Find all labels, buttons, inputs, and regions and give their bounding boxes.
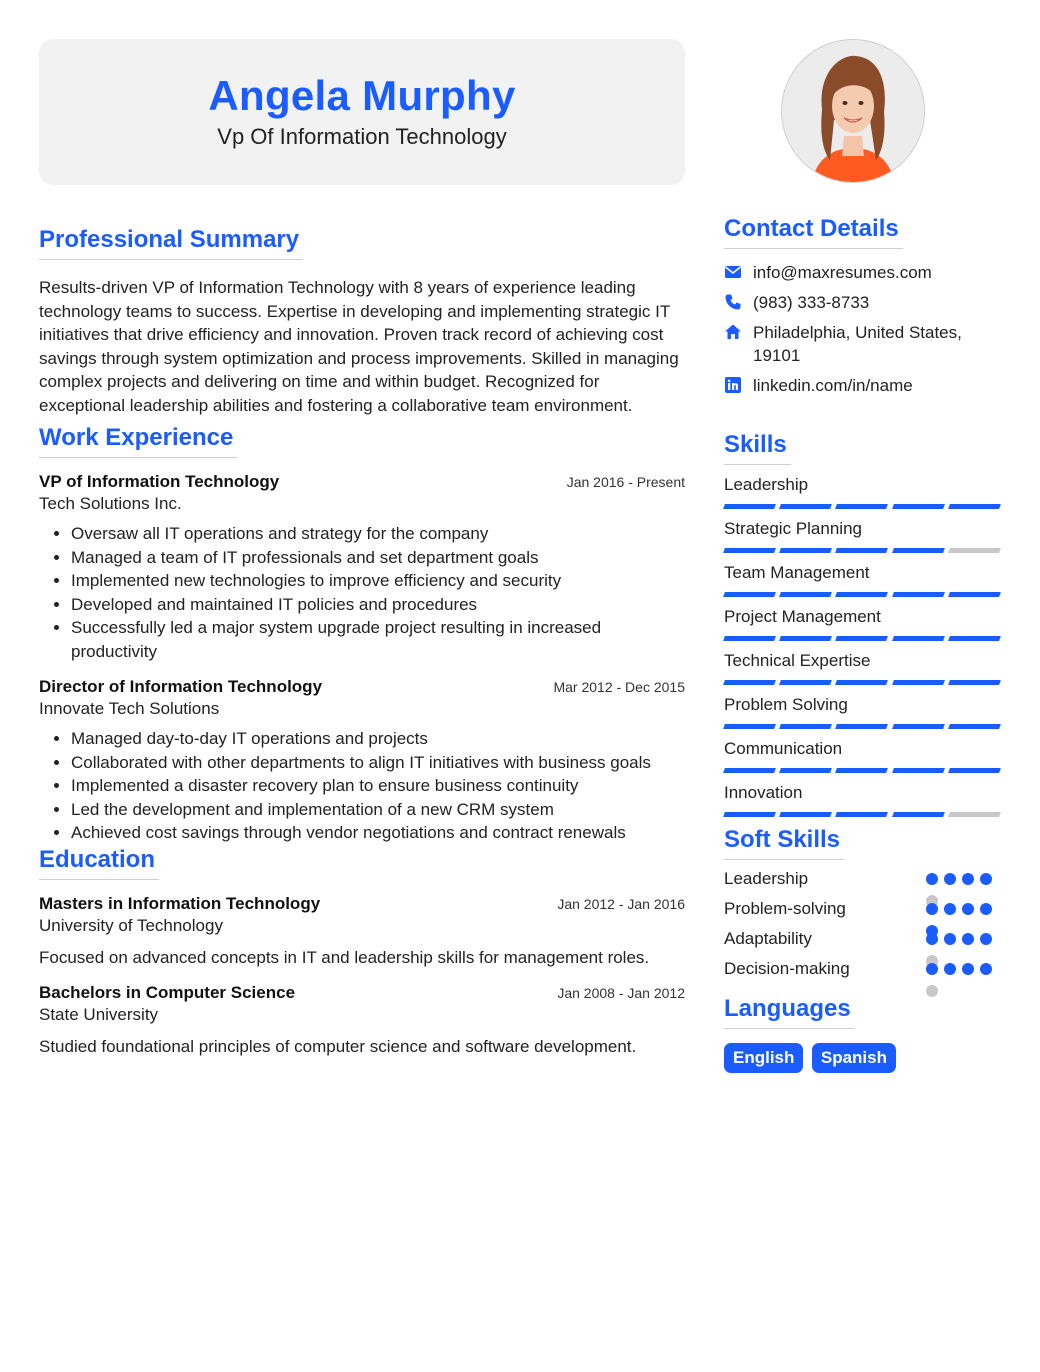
rating-dot [944, 903, 956, 915]
skill-level-bar [724, 504, 1000, 509]
skill-item [724, 738, 1004, 773]
skill-item [724, 474, 1004, 509]
job-bullets [39, 522, 685, 663]
education-description: Focused on advanced concepts in IT and leadership skills for management roles. [39, 947, 650, 967]
skill-level-segment [723, 592, 776, 597]
experience-heading: Work Experience [39, 423, 237, 458]
left-column [39, 39, 685, 1059]
skill-level-bar [724, 680, 1000, 685]
skill-level-segment [892, 680, 945, 685]
rating-dot [980, 873, 992, 885]
job-bullets [39, 727, 685, 845]
skill-level-segment [723, 812, 776, 817]
skill-level-segment [948, 592, 1001, 597]
skill-level-segment [835, 504, 888, 509]
rating-dot [926, 873, 938, 885]
job-bullet: • Achieved cost savings through vendor negotiations and contract renewals [71, 821, 685, 845]
skill-name: Strategic Planning [724, 519, 862, 538]
job-bullet: • Collaborated with other departments to align IT initiatives with business goals [71, 751, 685, 775]
education-section [39, 845, 685, 1059]
skill-level-segment [948, 724, 1001, 729]
skill-name: Innovation [724, 783, 803, 802]
rating-dot [944, 933, 956, 945]
job-entry [39, 472, 685, 663]
school-name: State University [39, 1005, 159, 1024]
skill-item [724, 782, 1004, 817]
skill-level-segment [892, 504, 945, 509]
job-bullet: • Successfully led a major system upgrade project resulting in increased productivity [71, 616, 685, 663]
job-bullet: • Led the development and implementation of a new CRM system [71, 798, 685, 822]
skill-level-bar [724, 724, 1000, 729]
contact-email[interactable] [724, 261, 1004, 284]
skill-level-segment [835, 636, 888, 641]
job-date: Jan 2016 - Present [566, 474, 685, 490]
skills-section [724, 430, 1004, 817]
skill-level-segment [892, 548, 945, 553]
envelope-icon [724, 263, 742, 281]
skill-level-segment [892, 592, 945, 597]
rating-dot [926, 933, 938, 945]
skill-item [724, 518, 1004, 553]
job-bullet: • Implemented new technologies to improve efficiency and security [71, 569, 685, 593]
home-icon [724, 323, 742, 341]
linkedin-icon [724, 376, 742, 394]
skill-level-segment [723, 504, 776, 509]
languages-heading: Languages [724, 994, 855, 1029]
education-date: Jan 2008 - Jan 2012 [557, 985, 685, 1001]
email-text: info@maxresumes.com [753, 263, 932, 282]
soft-skill-item [724, 928, 1004, 950]
rating-dot [962, 963, 974, 975]
skill-level-segment [948, 636, 1001, 641]
skill-level-segment [892, 636, 945, 641]
skill-level-segment [723, 636, 776, 641]
job-company: Tech Solutions Inc. [39, 494, 182, 513]
skill-level-segment [948, 548, 1001, 553]
job-company: Innovate Tech Solutions [39, 699, 220, 718]
soft-skill-rating [924, 868, 1004, 890]
contact-linkedin[interactable] [724, 374, 1004, 397]
skill-level-segment [779, 724, 832, 729]
summary-section [39, 225, 685, 417]
soft-skill-item [724, 868, 1004, 890]
job-bullet: • Implemented a disaster recovery plan to ensure business continuity [71, 774, 685, 798]
phone-icon [724, 293, 742, 311]
skill-level-segment [948, 768, 1001, 773]
skill-level-segment [835, 768, 888, 773]
job-title: VP of Information Technology [39, 472, 280, 491]
skill-level-bar [724, 592, 1000, 597]
skill-level-segment [779, 504, 832, 509]
experience-section [39, 423, 685, 845]
summary-heading: Professional Summary [39, 225, 303, 260]
skill-level-bar [724, 636, 1000, 641]
skill-level-segment [892, 724, 945, 729]
skill-level-segment [948, 504, 1001, 509]
skill-level-segment [835, 680, 888, 685]
skill-level-segment [835, 548, 888, 553]
school-name: University of Technology [39, 915, 223, 935]
skill-level-segment [948, 680, 1001, 685]
skill-name: Problem Solving [724, 695, 848, 714]
job-bullet: • Managed a team of IT professionals and set department goals [71, 546, 685, 570]
resume-header [39, 39, 685, 185]
skills-heading: Skills [724, 430, 791, 465]
skill-item [724, 606, 1004, 641]
education-entry [39, 894, 685, 970]
soft-skills-section [724, 825, 1004, 980]
skill-level-segment [723, 680, 776, 685]
skill-level-segment [948, 812, 1001, 817]
skill-name: Leadership [724, 475, 809, 494]
rating-dot [944, 963, 956, 975]
skill-level-bar [724, 548, 1000, 553]
rating-dot [980, 903, 992, 915]
education-heading: Education [39, 845, 159, 880]
soft-skill-name: Decision-making [724, 959, 850, 978]
skill-level-segment [835, 592, 888, 597]
soft-skill-rating [924, 958, 1004, 980]
soft-skill-name: Problem-solving [724, 899, 846, 918]
soft-skill-rating [924, 898, 1004, 920]
linkedin-text: linkedin.com/in/name [753, 376, 913, 395]
skill-item [724, 562, 1004, 597]
rating-dot [944, 873, 956, 885]
skill-level-segment [779, 592, 832, 597]
language-tag: English [724, 1043, 803, 1073]
soft-skill-name: Adaptability [724, 929, 812, 948]
summary-text: Results-driven VP of Information Technology with 8 years of experience leading technology teams to success. Expertise in developing and implementing strategic IT initiatives that drive efficiency and innovation. Proven track record of achieving cost savings through system optimization and process improvements. Skilled in managing complex projects and delivering on time and within budget. Recognized for exceptional leadership abilities and fostering a collaborative team environment. [39, 278, 679, 415]
skill-level-segment [892, 768, 945, 773]
job-bullet: • Managed day-to-day IT operations and projects [71, 727, 685, 751]
skill-level-segment [892, 812, 945, 817]
degree-title: Bachelors in Computer Science [39, 983, 296, 1002]
skill-name: Team Management [724, 563, 870, 582]
contact-heading: Contact Details [724, 214, 903, 249]
skill-level-bar [724, 768, 1000, 773]
phone-text: (983) 333-8733 [753, 293, 870, 312]
skill-level-bar [724, 812, 1000, 817]
soft-skill-item [724, 958, 1004, 980]
skill-level-segment [779, 812, 832, 817]
skill-item [724, 694, 1004, 729]
job-bullet: • Oversaw all IT operations and strategy for the company [71, 522, 685, 546]
skill-item [724, 650, 1004, 685]
soft-skill-rating [924, 928, 1004, 950]
rating-dot [962, 873, 974, 885]
skill-name: Technical Expertise [724, 651, 871, 670]
languages-section [724, 994, 1004, 1073]
skill-level-segment [835, 812, 888, 817]
rating-dot [980, 933, 992, 945]
contact-phone[interactable] [724, 291, 1004, 314]
rating-dot [926, 903, 938, 915]
job-title: Director of Information Technology [39, 677, 323, 696]
soft-skills-heading: Soft Skills [724, 825, 844, 860]
rating-dot [926, 985, 938, 997]
skill-level-segment [723, 724, 776, 729]
soft-skill-item [724, 898, 1004, 920]
rating-dot [980, 963, 992, 975]
contact-address [724, 321, 1004, 367]
education-date: Jan 2012 - Jan 2016 [557, 895, 685, 912]
job-entry [39, 677, 685, 845]
candidate-title: Vp Of Information Technology [217, 124, 507, 149]
degree-title: Masters in Information Technology [39, 893, 321, 913]
skill-level-segment [723, 548, 776, 553]
skill-level-segment [779, 548, 832, 553]
right-column [724, 214, 1004, 1073]
skill-name: Communication [724, 739, 843, 758]
candidate-name: Angela Murphy [208, 72, 516, 119]
education-description: Studied foundational principles of computer science and software development. [39, 1037, 637, 1056]
skill-level-segment [835, 724, 888, 729]
job-date: Mar 2012 - Dec 2015 [553, 679, 685, 695]
address-text: Philadelphia, United States, 19101 [753, 323, 962, 365]
skill-level-segment [779, 680, 832, 685]
language-tag: Spanish [812, 1043, 896, 1073]
skill-name: Project Management [724, 607, 881, 626]
education-entry [39, 983, 685, 1059]
skill-level-segment [723, 768, 776, 773]
rating-dot [926, 963, 938, 975]
job-bullet: • Developed and maintained IT policies and procedures [71, 593, 685, 617]
rating-dot [962, 933, 974, 945]
avatar-portrait [782, 40, 924, 182]
profile-photo [781, 39, 925, 183]
skill-level-segment [779, 768, 832, 773]
contact-section [724, 214, 1004, 397]
soft-skill-name: Leadership [724, 869, 809, 888]
rating-dot [962, 903, 974, 915]
skill-level-segment [779, 636, 832, 641]
